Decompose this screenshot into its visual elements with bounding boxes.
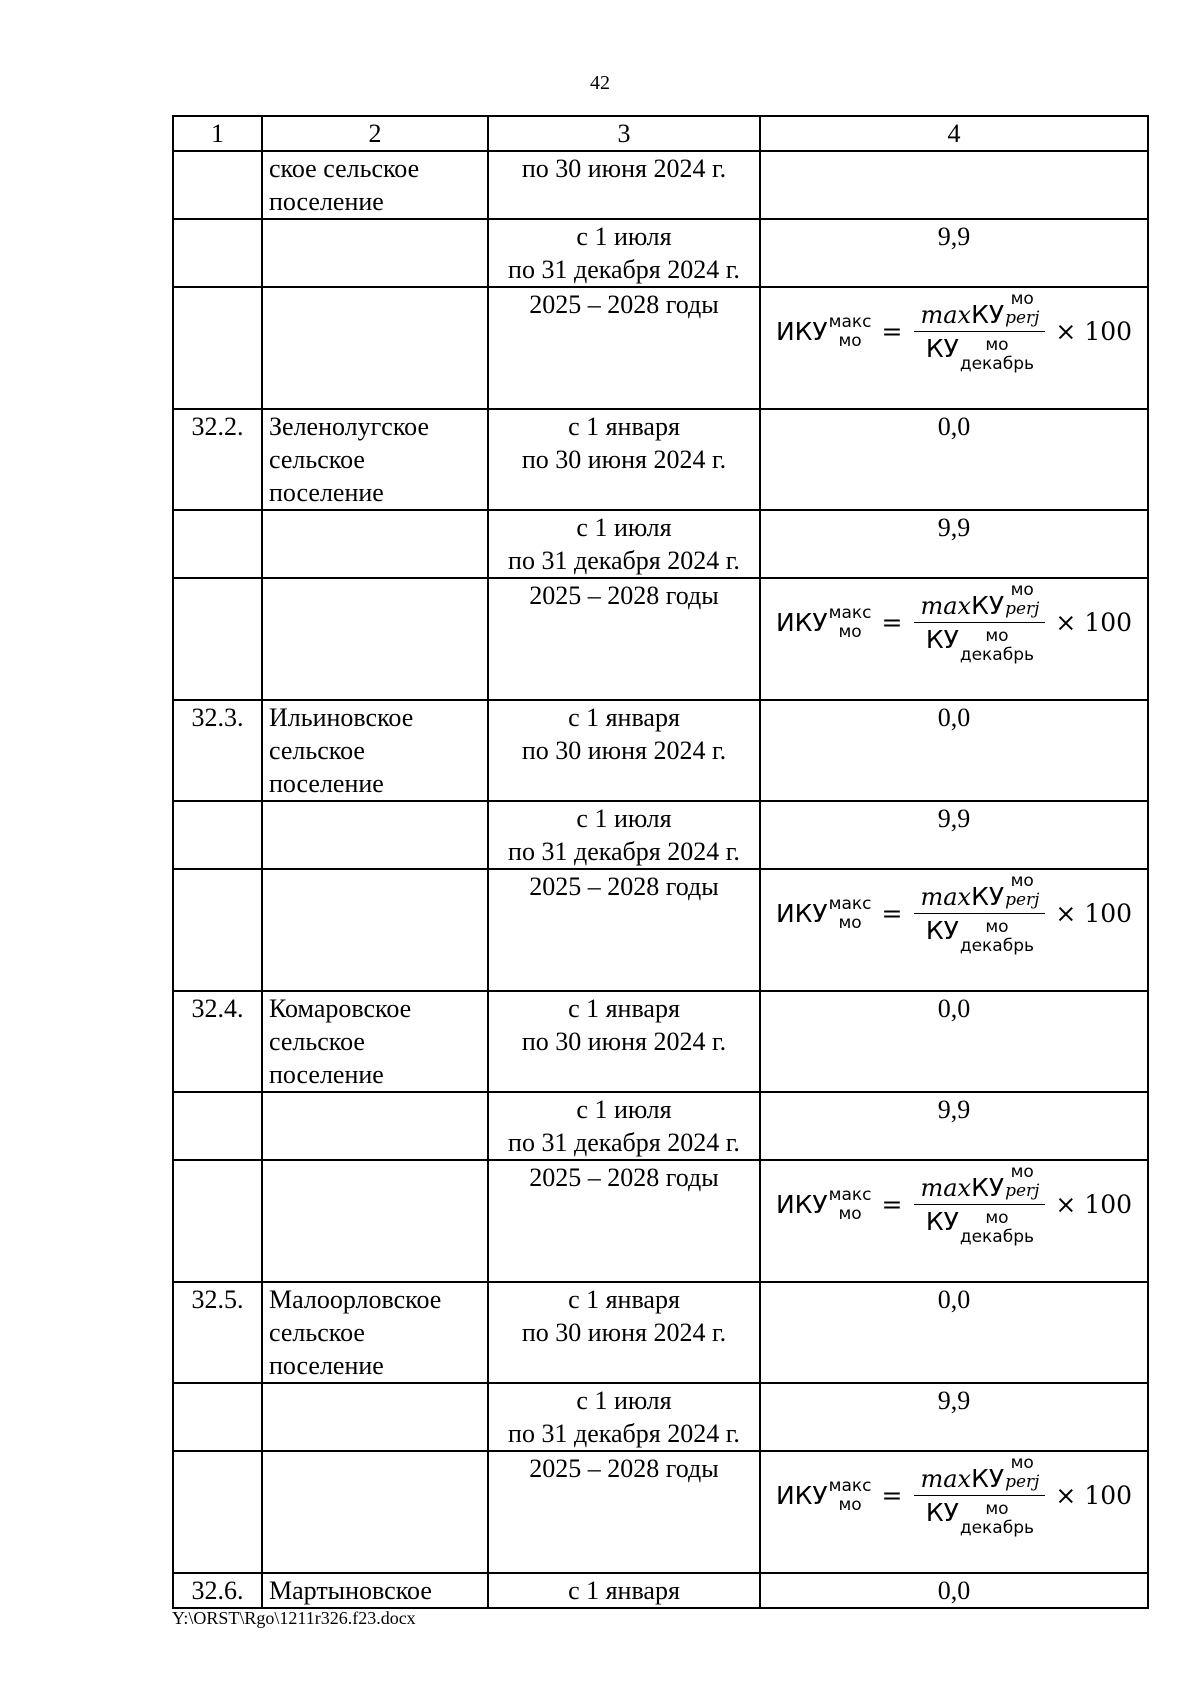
header-cell-4: 4 xyxy=(760,116,1148,151)
index-formula xyxy=(767,581,1141,665)
period-cell xyxy=(488,869,760,991)
settlement-name-cell xyxy=(262,1383,488,1451)
table-row xyxy=(173,287,1148,409)
value-cell xyxy=(760,1451,1148,1573)
value-cell xyxy=(760,869,1148,991)
table-row xyxy=(173,801,1148,869)
formula-num-sub: perj xyxy=(1005,598,1040,619)
value-cell xyxy=(760,151,1148,219)
value-cell-text: 0,0 xyxy=(937,703,971,732)
value-cell xyxy=(760,1383,1148,1451)
row-number-cell xyxy=(173,801,262,869)
period-cell xyxy=(488,801,760,869)
row-number-cell xyxy=(173,1573,262,1608)
header-cell-1: 1 xyxy=(173,116,262,151)
formula-num-sup: мо xyxy=(1010,289,1034,309)
row-number-cell xyxy=(173,1092,262,1160)
value-cell-text: 0,0 xyxy=(937,1285,971,1314)
table-row xyxy=(173,409,1148,510)
formula-max: max xyxy=(920,1465,972,1494)
formula-multiplier: 100 xyxy=(1084,1190,1133,1220)
formula-times-sign: × xyxy=(1055,1481,1077,1511)
table-row xyxy=(173,1092,1148,1160)
formula-fraction xyxy=(914,581,1045,665)
formula-fraction xyxy=(914,872,1045,956)
value-cell-text: 0,0 xyxy=(937,994,971,1023)
period-cell xyxy=(488,409,760,510)
table-row xyxy=(173,869,1148,991)
value-cell xyxy=(760,510,1148,578)
row-number-cell-text: 32.5. xyxy=(191,1285,244,1314)
index-formula xyxy=(767,1163,1141,1247)
settlement-name-cell-text: Малоорловское сельское поселение xyxy=(269,1285,442,1380)
formula-num-sub: perj xyxy=(1005,1471,1040,1492)
header-cell-3: 3 xyxy=(488,116,760,151)
row-number-cell xyxy=(173,409,262,510)
formula-equals: = xyxy=(881,608,903,638)
period-cell-text: с 1 июля по 31 декабря 2024 г. xyxy=(508,1095,740,1157)
page-number: 42 xyxy=(590,72,610,94)
row-number-cell-text: 32.6. xyxy=(191,1576,244,1605)
formula-den-sub: декабрь xyxy=(959,936,1035,957)
settlement-name-cell xyxy=(262,151,488,219)
formula-lhs xyxy=(776,1186,872,1223)
period-cell-text: с 1 июля по 31 декабря 2024 г. xyxy=(508,1386,740,1448)
formula-lhs-symbol: ИКУ xyxy=(775,899,828,929)
formula-fraction xyxy=(914,290,1045,374)
formula-den-symbol: КУ xyxy=(925,1498,959,1528)
formula-max: max xyxy=(920,1174,972,1203)
table-row xyxy=(173,700,1148,801)
formula-denominator xyxy=(920,332,1040,373)
settlement-name-cell-text: ское сельское поселение xyxy=(269,154,420,216)
table-row xyxy=(173,991,1148,1092)
formula-equals: = xyxy=(881,1190,903,1220)
settlement-name-cell xyxy=(262,287,488,409)
formula-num-symbol: КУ xyxy=(971,591,1005,621)
formula-fraction xyxy=(914,1454,1045,1538)
period-cell xyxy=(488,1573,760,1608)
row-number-cell xyxy=(173,1160,262,1282)
formula-lhs xyxy=(776,895,872,932)
formula-times-sign: × xyxy=(1055,317,1077,347)
period-cell-text: 2025 – 2028 годы xyxy=(529,1163,719,1192)
settlement-name-cell xyxy=(262,700,488,801)
header-cell-2: 2 xyxy=(262,116,488,151)
row-number-cell-text: 32.3. xyxy=(191,703,244,732)
value-cell xyxy=(760,1573,1148,1608)
settlement-name-cell-text: Мартыновское xyxy=(269,1576,432,1605)
formula-num-sup: мо xyxy=(1010,1162,1034,1182)
settlement-name-cell xyxy=(262,1573,488,1608)
settlement-name-cell xyxy=(262,1282,488,1383)
period-cell xyxy=(488,287,760,409)
table-row xyxy=(173,1451,1148,1573)
formula-denominator xyxy=(920,623,1040,664)
period-cell-text: 2025 – 2028 годы xyxy=(529,290,719,319)
settlement-name-cell-text: Зеленолугское сельское поселение xyxy=(269,412,429,507)
period-cell xyxy=(488,700,760,801)
formula-num-symbol: КУ xyxy=(971,300,1005,330)
formula-num-symbol: КУ xyxy=(971,1464,1005,1494)
formula-lhs-sub: мо xyxy=(838,1203,862,1224)
row-number-cell xyxy=(173,510,262,578)
formula-lhs-symbol: ИКУ xyxy=(775,608,828,638)
row-number-cell xyxy=(173,1282,262,1383)
value-cell-text: 0,0 xyxy=(937,412,971,441)
period-cell-text: по 30 июня 2024 г. xyxy=(521,154,727,183)
formula-multiplier: 100 xyxy=(1084,608,1133,638)
settlement-name-cell xyxy=(262,869,488,991)
row-number-cell xyxy=(173,700,262,801)
formula-num-sub: perj xyxy=(1005,307,1040,328)
formula-times xyxy=(1055,608,1133,638)
formula-lhs-sub: мо xyxy=(838,330,862,351)
formula-num-sup: мо xyxy=(1010,1453,1034,1473)
row-number-cell xyxy=(173,1451,262,1573)
formula-num-sub: perj xyxy=(1005,889,1040,910)
row-number-cell xyxy=(173,991,262,1092)
value-cell xyxy=(760,1160,1148,1282)
formula-den-sup: мо xyxy=(985,1208,1009,1229)
period-cell-text: с 1 января по 30 июня 2024 г. xyxy=(521,994,727,1056)
value-cell xyxy=(760,1282,1148,1383)
row-number-cell xyxy=(173,1383,262,1451)
formula-num-sup: мо xyxy=(1010,871,1034,891)
row-number-cell xyxy=(173,578,262,700)
table-row xyxy=(173,151,1148,219)
formula-lhs-sup: макс xyxy=(828,894,872,915)
index-formula xyxy=(767,1454,1141,1538)
formula-equals: = xyxy=(881,1481,903,1511)
footer-file-path: Y:\ORST\Rgo\1211r326.f23.docx xyxy=(172,1608,416,1628)
table-header-row xyxy=(173,116,1148,151)
period-cell-text: 2025 – 2028 годы xyxy=(529,581,719,610)
index-formula xyxy=(767,290,1141,374)
formula-den-symbol: КУ xyxy=(925,1207,959,1237)
formula-times-sign: × xyxy=(1055,899,1077,929)
value-cell-text: 9,9 xyxy=(937,1386,971,1415)
row-number-cell xyxy=(173,869,262,991)
formula-times xyxy=(1055,1481,1133,1511)
settlement-name-cell xyxy=(262,1451,488,1573)
index-formula xyxy=(767,872,1141,956)
value-cell-text: 9,9 xyxy=(937,1095,971,1124)
formula-lhs-sub: мо xyxy=(838,1494,862,1515)
formula-equals: = xyxy=(881,899,903,929)
period-cell-text: с 1 июля по 31 декабря 2024 г. xyxy=(508,222,740,284)
formula-multiplier: 100 xyxy=(1084,899,1133,929)
formula-numerator xyxy=(914,1163,1045,1204)
period-cell-text: с 1 июля по 31 декабря 2024 г. xyxy=(508,804,740,866)
formula-lhs-sub: мо xyxy=(838,621,862,642)
value-cell xyxy=(760,219,1148,287)
formula-numerator xyxy=(914,1454,1045,1495)
period-cell xyxy=(488,1383,760,1451)
formula-lhs xyxy=(776,1477,872,1514)
period-cell xyxy=(488,1092,760,1160)
formula-numerator xyxy=(914,290,1045,331)
formula-den-symbol: КУ xyxy=(925,916,959,946)
formula-num-sup: мо xyxy=(1010,580,1034,600)
formula-den-sup: мо xyxy=(985,335,1009,356)
formula-lhs-symbol: ИКУ xyxy=(775,1190,828,1220)
formula-multiplier: 100 xyxy=(1084,317,1133,347)
period-cell xyxy=(488,991,760,1092)
table-row xyxy=(173,578,1148,700)
period-cell-text: с 1 января по 30 июня 2024 г. xyxy=(521,703,727,765)
settlement-name-cell xyxy=(262,991,488,1092)
formula-den-sup: мо xyxy=(985,626,1009,647)
formula-denominator xyxy=(920,1205,1040,1246)
row-number-cell-text: 32.4. xyxy=(191,994,244,1023)
formula-lhs-sup: макс xyxy=(828,312,872,333)
formula-max: max xyxy=(920,883,972,912)
value-cell xyxy=(760,578,1148,700)
table-row xyxy=(173,510,1148,578)
value-cell-text: 9,9 xyxy=(937,222,971,251)
formula-den-symbol: КУ xyxy=(925,625,959,655)
formula-denominator xyxy=(920,1496,1040,1537)
period-cell xyxy=(488,1282,760,1383)
formula-max: max xyxy=(920,592,972,621)
formula-lhs-symbol: ИКУ xyxy=(775,317,828,347)
formula-num-symbol: КУ xyxy=(971,882,1005,912)
formula-num-sub: perj xyxy=(1005,1180,1040,1201)
value-cell-text: 9,9 xyxy=(937,804,971,833)
formula-multiplier: 100 xyxy=(1084,1481,1133,1511)
value-cell xyxy=(760,409,1148,510)
settlement-name-cell xyxy=(262,1160,488,1282)
formula-times xyxy=(1055,1190,1133,1220)
period-cell-text: с 1 января по 30 июня 2024 г. xyxy=(521,1285,727,1347)
tariff-index-table xyxy=(172,115,1149,1609)
period-cell-text: 2025 – 2028 годы xyxy=(529,872,719,901)
formula-numerator xyxy=(914,872,1045,913)
formula-den-sub: декабрь xyxy=(959,354,1035,375)
formula-num-symbol: КУ xyxy=(971,1173,1005,1203)
settlement-name-cell-text: Комаровское сельское поселение xyxy=(269,994,412,1089)
period-cell-text: 2025 – 2028 годы xyxy=(529,1454,719,1483)
formula-lhs-symbol: ИКУ xyxy=(775,1481,828,1511)
period-cell xyxy=(488,1160,760,1282)
formula-den-sup: мо xyxy=(985,1499,1009,1520)
value-cell xyxy=(760,1092,1148,1160)
formula-times-sign: × xyxy=(1055,608,1077,638)
formula-den-symbol: КУ xyxy=(925,334,959,364)
formula-lhs-sup: макс xyxy=(828,603,872,624)
formula-den-sup: мо xyxy=(985,917,1009,938)
settlement-name-cell xyxy=(262,1092,488,1160)
formula-den-sub: декабрь xyxy=(959,1227,1035,1248)
settlement-name-cell xyxy=(262,219,488,287)
formula-lhs xyxy=(776,604,872,641)
formula-lhs xyxy=(776,313,872,350)
value-cell-text: 0,0 xyxy=(937,1576,971,1605)
period-cell-text: с 1 января xyxy=(568,1576,680,1605)
settlement-name-cell xyxy=(262,578,488,700)
formula-times xyxy=(1055,317,1133,347)
formula-den-sub: декабрь xyxy=(959,645,1035,666)
formula-times xyxy=(1055,899,1133,929)
formula-lhs-sub: мо xyxy=(838,912,862,933)
value-cell xyxy=(760,801,1148,869)
value-cell-text: 9,9 xyxy=(937,513,971,542)
formula-max: max xyxy=(920,301,972,330)
settlement-name-cell xyxy=(262,510,488,578)
settlement-name-cell xyxy=(262,801,488,869)
formula-lhs-sup: макс xyxy=(828,1476,872,1497)
formula-numerator xyxy=(914,581,1045,622)
formula-denominator xyxy=(920,914,1040,955)
period-cell xyxy=(488,151,760,219)
period-cell xyxy=(488,510,760,578)
row-number-cell xyxy=(173,287,262,409)
period-cell xyxy=(488,1451,760,1573)
table-row xyxy=(173,219,1148,287)
value-cell xyxy=(760,991,1148,1092)
value-cell xyxy=(760,700,1148,801)
formula-fraction xyxy=(914,1163,1045,1247)
settlement-name-cell xyxy=(262,409,488,510)
period-cell-text: с 1 января по 30 июня 2024 г. xyxy=(521,412,727,474)
table-row xyxy=(173,1573,1148,1608)
row-number-cell xyxy=(173,151,262,219)
table-row xyxy=(173,1282,1148,1383)
formula-equals: = xyxy=(881,317,903,347)
formula-lhs-sup: макс xyxy=(828,1185,872,1206)
period-cell-text: с 1 июля по 31 декабря 2024 г. xyxy=(508,513,740,575)
formula-times-sign: × xyxy=(1055,1190,1077,1220)
period-cell xyxy=(488,219,760,287)
settlement-name-cell-text: Ильиновское сельское поселение xyxy=(269,703,414,798)
table-row xyxy=(173,1383,1148,1451)
row-number-cell xyxy=(173,219,262,287)
value-cell xyxy=(760,287,1148,409)
table-row xyxy=(173,1160,1148,1282)
row-number-cell-text: 32.2. xyxy=(191,412,244,441)
period-cell xyxy=(488,578,760,700)
formula-den-sub: декабрь xyxy=(959,1518,1035,1539)
